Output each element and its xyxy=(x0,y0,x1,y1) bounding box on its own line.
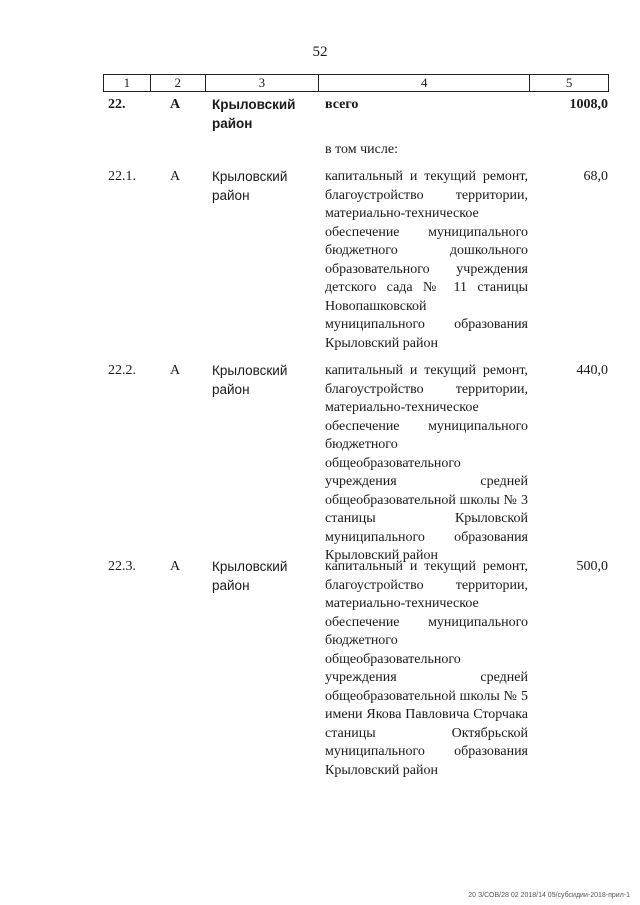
row-description: капитальный и текущий ремонт, благоустройство территории, материально-техническое обеспечение муниципального бюджетного дошкольного образовательного учреждения детского сада № 11 станицы Новопашковской муниципального образования Крыловский район xyxy=(325,169,528,351)
row-number: 22. xyxy=(108,97,126,112)
row-category: А xyxy=(170,363,181,378)
header-col-5: 5 xyxy=(565,75,573,90)
row-number: 22.1. xyxy=(108,169,136,184)
row-district: Крыловский район xyxy=(212,97,296,131)
header-col-2: 2 xyxy=(151,75,206,91)
header-col-1: 1 xyxy=(104,75,151,91)
row-amount: 68,0 xyxy=(583,169,608,184)
footer-file-code: 20 З/СОВ/28 02 2018/14 05/субсидии-2018-прил-1 xyxy=(468,892,630,899)
row-district: Крыловский район xyxy=(212,363,288,397)
row-amount: 500,0 xyxy=(576,559,608,574)
table-header xyxy=(103,74,609,92)
row-description: всего xyxy=(325,97,359,112)
row-number: 22.2. xyxy=(108,363,136,378)
subtitle-including: в том числе: xyxy=(325,142,398,157)
row-amount: 1008,0 xyxy=(569,97,608,112)
row-category: А xyxy=(170,559,181,574)
page-number: 52 xyxy=(312,44,328,60)
header-col-4: 4 xyxy=(319,75,530,91)
row-district: Крыловский район xyxy=(212,559,288,593)
header-col-3: 3 xyxy=(206,75,320,91)
row-description: капитальный и текущий ремонт, благоустройство территории, материально-техническое обеспечение муниципального бюджетного общеобразовательного учреждения средней общеобразовательной школы № 3 станицы Крыловской муниципального образования Крыловский район xyxy=(325,363,528,563)
row-category: А xyxy=(170,169,181,184)
row-number: 22.3. xyxy=(108,559,136,574)
row-amount: 440,0 xyxy=(576,363,608,378)
row-category: А xyxy=(170,97,181,112)
row-district: Крыловский район xyxy=(212,169,288,203)
row-description: капитальный и текущий ремонт, благоустройство территории, материально-техническое обеспечение муниципального бюджетного общеобразовательного учреждения средней общеобразовательной школы № 5 имени Якова Павловича Сторчака станицы Октябрьской муниципального образования Крыловский район xyxy=(325,559,528,778)
